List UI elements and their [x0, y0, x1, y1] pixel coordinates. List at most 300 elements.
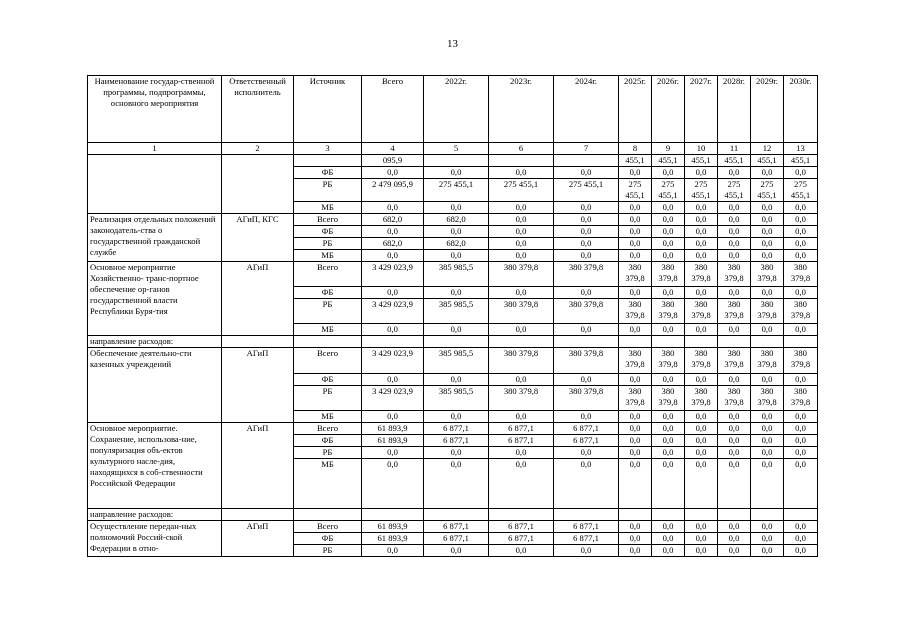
- empty-cell: [362, 336, 424, 348]
- amount-cell: 0,0: [751, 533, 784, 545]
- amount-cell: 0,0: [362, 324, 424, 336]
- column-index: 11: [718, 143, 751, 155]
- empty-cell: [294, 509, 362, 521]
- amount-cell: 0,0: [751, 447, 784, 459]
- amount-cell: 0,0: [652, 324, 685, 336]
- column-header: 2028г.: [718, 76, 751, 143]
- empty-cell: [489, 336, 554, 348]
- column-index: 6: [489, 143, 554, 155]
- column-header: Источник: [294, 76, 362, 143]
- amount-cell: 0,0: [362, 287, 424, 299]
- amount-cell: 0,0: [685, 533, 718, 545]
- amount-cell: 380 379,8: [718, 299, 751, 324]
- amount-cell: 380 379,8: [718, 348, 751, 374]
- amount-cell: 6 877,1: [489, 435, 554, 447]
- empty-cell: [751, 509, 784, 521]
- amount-cell: 682,0: [362, 238, 424, 250]
- funding-source: ФБ: [294, 374, 362, 386]
- amount-cell: 0,0: [424, 545, 489, 557]
- amount-cell: 0,0: [489, 374, 554, 386]
- column-header: 2024г.: [554, 76, 619, 143]
- amount-cell: 0,0: [685, 214, 718, 226]
- amount-cell: 6 877,1: [554, 533, 619, 545]
- amount-cell: 3 429 023,9: [362, 262, 424, 287]
- table-row: [88, 155, 818, 167]
- column-header: 2022г.: [424, 76, 489, 143]
- amount-cell: 380 379,8: [554, 386, 619, 411]
- amount-cell: 2 479 095,9: [362, 179, 424, 202]
- amount-cell: 0,0: [685, 238, 718, 250]
- executor: [222, 155, 294, 214]
- amount-cell: 0,0: [362, 447, 424, 459]
- empty-cell: [718, 509, 751, 521]
- amount-cell: 380 379,8: [685, 348, 718, 374]
- amount-cell: 380 379,8: [751, 348, 784, 374]
- direction-label: направление расходов:: [88, 509, 222, 521]
- amount-cell: 0,0: [751, 250, 784, 262]
- amount-cell: 0,0: [784, 202, 818, 214]
- amount-cell: 0,0: [619, 447, 652, 459]
- amount-cell: 380 379,8: [685, 299, 718, 324]
- page-number: 13: [447, 38, 458, 50]
- budget-table: [87, 75, 818, 557]
- amount-cell: 0,0: [784, 459, 818, 509]
- amount-cell: 0,0: [652, 238, 685, 250]
- amount-cell: 455,1: [718, 155, 751, 167]
- amount-cell: 0,0: [619, 423, 652, 435]
- amount-cell: 0,0: [718, 545, 751, 557]
- amount-cell: 0,0: [424, 324, 489, 336]
- amount-cell: 0,0: [718, 411, 751, 423]
- empty-cell: [222, 509, 294, 521]
- column-index: 4: [362, 143, 424, 155]
- amount-cell: 0,0: [718, 447, 751, 459]
- amount-cell: 0,0: [751, 521, 784, 533]
- column-header: 2023г.: [489, 76, 554, 143]
- empty-cell: [619, 336, 652, 348]
- amount-cell: 0,0: [554, 202, 619, 214]
- funding-source: МБ: [294, 250, 362, 262]
- amount-cell: 380 379,8: [784, 386, 818, 411]
- table-row: [88, 262, 818, 287]
- amount-cell: 455,1: [619, 155, 652, 167]
- amount-cell: 0,0: [718, 238, 751, 250]
- column-header: 2030г.: [784, 76, 818, 143]
- funding-source: РБ: [294, 447, 362, 459]
- amount-cell: [489, 155, 554, 167]
- amount-cell: 0,0: [489, 202, 554, 214]
- amount-cell: 0,0: [424, 287, 489, 299]
- amount-cell: 0,0: [685, 545, 718, 557]
- empty-cell: [652, 509, 685, 521]
- amount-cell: 380 379,8: [751, 262, 784, 287]
- amount-cell: 0,0: [489, 250, 554, 262]
- amount-cell: 0,0: [424, 447, 489, 459]
- amount-cell: 0,0: [784, 545, 818, 557]
- funding-source: РБ: [294, 179, 362, 202]
- amount-cell: 455,1: [784, 155, 818, 167]
- amount-cell: 380 379,8: [784, 348, 818, 374]
- amount-cell: 0,0: [685, 459, 718, 509]
- amount-cell: 0,0: [489, 214, 554, 226]
- funding-source: Всего: [294, 348, 362, 374]
- empty-cell: [362, 509, 424, 521]
- executor: АГиП: [222, 262, 294, 336]
- amount-cell: 0,0: [489, 545, 554, 557]
- amount-cell: 455,1: [652, 155, 685, 167]
- amount-cell: 0,0: [718, 533, 751, 545]
- column-index-row: [88, 143, 818, 155]
- amount-cell: 380 379,8: [489, 299, 554, 324]
- amount-cell: 682,0: [424, 238, 489, 250]
- amount-cell: 61 893,9: [362, 533, 424, 545]
- amount-cell: 0,0: [685, 435, 718, 447]
- amount-cell: 0,0: [554, 250, 619, 262]
- amount-cell: 455,1: [685, 155, 718, 167]
- amount-cell: 0,0: [652, 202, 685, 214]
- table-row: [88, 214, 818, 226]
- amount-cell: 0,0: [489, 324, 554, 336]
- amount-cell: 0,0: [751, 324, 784, 336]
- amount-cell: 380 379,8: [652, 386, 685, 411]
- amount-cell: 0,0: [489, 167, 554, 179]
- amount-cell: 61 893,9: [362, 435, 424, 447]
- amount-cell: 6 877,1: [424, 435, 489, 447]
- amount-cell: 0,0: [554, 411, 619, 423]
- amount-cell: 3 429 023,9: [362, 348, 424, 374]
- amount-cell: 3 429 023,9: [362, 299, 424, 324]
- column-index: 3: [294, 143, 362, 155]
- amount-cell: 380 379,8: [652, 299, 685, 324]
- amount-cell: 0,0: [489, 287, 554, 299]
- table-row: [88, 348, 818, 374]
- amount-cell: 0,0: [685, 447, 718, 459]
- amount-cell: 0,0: [718, 226, 751, 238]
- amount-cell: 0,0: [685, 324, 718, 336]
- executor: АГиП: [222, 521, 294, 557]
- empty-cell: [751, 336, 784, 348]
- amount-cell: 0,0: [554, 287, 619, 299]
- amount-cell: 380 379,8: [718, 262, 751, 287]
- amount-cell: 0,0: [652, 447, 685, 459]
- funding-source: ФБ: [294, 435, 362, 447]
- amount-cell: [424, 155, 489, 167]
- amount-cell: 0,0: [424, 167, 489, 179]
- amount-cell: 0,0: [619, 411, 652, 423]
- funding-source: РБ: [294, 386, 362, 411]
- program-name: [88, 155, 222, 214]
- column-header: Ответственный исполнитель: [222, 76, 294, 143]
- amount-cell: 0,0: [554, 226, 619, 238]
- amount-cell: 0,0: [652, 374, 685, 386]
- amount-cell: 0,0: [554, 545, 619, 557]
- amount-cell: 380 379,8: [554, 348, 619, 374]
- program-name: Реализация отдельных положений законодатель-ства о государственной гражданской службе: [88, 214, 222, 262]
- funding-source: Всего: [294, 214, 362, 226]
- amount-cell: 0,0: [685, 411, 718, 423]
- amount-cell: 0,0: [751, 214, 784, 226]
- amount-cell: 0,0: [619, 533, 652, 545]
- amount-cell: 0,0: [652, 545, 685, 557]
- amount-cell: 0,0: [362, 250, 424, 262]
- amount-cell: 0,0: [718, 250, 751, 262]
- amount-cell: 0,0: [619, 214, 652, 226]
- amount-cell: 0,0: [718, 459, 751, 509]
- funding-source: Всего: [294, 262, 362, 287]
- column-header: 2026г.: [652, 76, 685, 143]
- empty-cell: [294, 336, 362, 348]
- amount-cell: 6 877,1: [554, 423, 619, 435]
- amount-cell: 0,0: [554, 447, 619, 459]
- funding-source: РБ: [294, 299, 362, 324]
- amount-cell: 0,0: [718, 202, 751, 214]
- amount-cell: 0,0: [424, 374, 489, 386]
- amount-cell: 380 379,8: [718, 386, 751, 411]
- amount-cell: 0,0: [619, 459, 652, 509]
- empty-cell: [718, 336, 751, 348]
- amount-cell: 455,1: [751, 155, 784, 167]
- column-index: 12: [751, 143, 784, 155]
- amount-cell: 0,0: [685, 202, 718, 214]
- amount-cell: 275 455,1: [718, 179, 751, 202]
- amount-cell: 380 379,8: [652, 348, 685, 374]
- amount-cell: 0,0: [424, 411, 489, 423]
- amount-cell: 385 985,5: [424, 348, 489, 374]
- amount-cell: 0,0: [489, 459, 554, 509]
- amount-cell: 0,0: [718, 423, 751, 435]
- empty-cell: [424, 336, 489, 348]
- amount-cell: 275 455,1: [554, 179, 619, 202]
- amount-cell: 0,0: [652, 533, 685, 545]
- amount-cell: 0,0: [751, 435, 784, 447]
- funding-source: ФБ: [294, 226, 362, 238]
- column-header: Всего: [362, 76, 424, 143]
- amount-cell: 0,0: [751, 411, 784, 423]
- amount-cell: 6 877,1: [554, 435, 619, 447]
- amount-cell: 0,0: [685, 374, 718, 386]
- amount-cell: 385 985,5: [424, 262, 489, 287]
- amount-cell: 0,0: [619, 202, 652, 214]
- empty-cell: [554, 336, 619, 348]
- column-index: 2: [222, 143, 294, 155]
- amount-cell: 0,0: [652, 214, 685, 226]
- amount-cell: 0,0: [362, 167, 424, 179]
- amount-cell: 0,0: [362, 411, 424, 423]
- amount-cell: 0,0: [751, 167, 784, 179]
- amount-cell: 380 379,8: [652, 262, 685, 287]
- amount-cell: 6 877,1: [489, 533, 554, 545]
- amount-cell: 0,0: [652, 459, 685, 509]
- amount-cell: 0,0: [652, 167, 685, 179]
- amount-cell: 0,0: [751, 226, 784, 238]
- amount-cell: 380 379,8: [489, 386, 554, 411]
- amount-cell: 0,0: [751, 287, 784, 299]
- amount-cell: 0,0: [489, 447, 554, 459]
- amount-cell: 275 455,1: [751, 179, 784, 202]
- amount-cell: 0,0: [718, 435, 751, 447]
- empty-cell: [784, 336, 818, 348]
- executor: АГиП: [222, 348, 294, 423]
- amount-cell: 682,0: [424, 214, 489, 226]
- program-name: Основное мероприятие Хозяйственно- транс-портное обеспечение ор-ганов государственной власти Республики Буря-тия: [88, 262, 222, 336]
- amount-cell: 0,0: [652, 226, 685, 238]
- empty-cell: [424, 509, 489, 521]
- funding-source: ФБ: [294, 287, 362, 299]
- amount-cell: 380 379,8: [784, 262, 818, 287]
- amount-cell: 0,0: [784, 214, 818, 226]
- column-index: 7: [554, 143, 619, 155]
- amount-cell: 0,0: [619, 435, 652, 447]
- amount-cell: 0,0: [362, 202, 424, 214]
- executor: АГиП, КГС: [222, 214, 294, 262]
- amount-cell: 0,0: [424, 226, 489, 238]
- amount-cell: 380 379,8: [751, 299, 784, 324]
- funding-source: РБ: [294, 238, 362, 250]
- funding-source: Всего: [294, 521, 362, 533]
- empty-cell: [685, 509, 718, 521]
- amount-cell: 380 379,8: [554, 299, 619, 324]
- amount-cell: 380 379,8: [751, 386, 784, 411]
- amount-cell: 275 455,1: [784, 179, 818, 202]
- funding-source: МБ: [294, 411, 362, 423]
- amount-cell: 0,0: [751, 202, 784, 214]
- amount-cell: 0,0: [554, 167, 619, 179]
- amount-cell: 0,0: [619, 287, 652, 299]
- amount-cell: 0,0: [751, 238, 784, 250]
- amount-cell: 0,0: [784, 533, 818, 545]
- amount-cell: 0,0: [685, 226, 718, 238]
- amount-cell: 682,0: [362, 214, 424, 226]
- amount-cell: 0,0: [362, 374, 424, 386]
- amount-cell: 0,0: [784, 423, 818, 435]
- amount-cell: 0,0: [718, 287, 751, 299]
- table-row: [88, 423, 818, 435]
- funding-source: Всего: [294, 423, 362, 435]
- amount-cell: 0,0: [718, 324, 751, 336]
- column-header: 2027г.: [685, 76, 718, 143]
- amount-cell: 61 893,9: [362, 521, 424, 533]
- amount-cell: 0,0: [424, 202, 489, 214]
- amount-cell: 0,0: [489, 226, 554, 238]
- amount-cell: 0,0: [489, 411, 554, 423]
- funding-source: ФБ: [294, 167, 362, 179]
- amount-cell: 0,0: [424, 250, 489, 262]
- table-row: [88, 521, 818, 533]
- amount-cell: 380 379,8: [685, 386, 718, 411]
- amount-cell: 380 379,8: [619, 262, 652, 287]
- amount-cell: 0,0: [554, 459, 619, 509]
- column-index: 8: [619, 143, 652, 155]
- amount-cell: 0,0: [619, 374, 652, 386]
- direction-row: [88, 509, 818, 521]
- amount-cell: 380 379,8: [489, 262, 554, 287]
- amount-cell: 380 379,8: [554, 262, 619, 287]
- amount-cell: 6 877,1: [424, 533, 489, 545]
- amount-cell: 0,0: [652, 423, 685, 435]
- amount-cell: 61 893,9: [362, 423, 424, 435]
- amount-cell: 0,0: [685, 423, 718, 435]
- amount-cell: 0,0: [489, 238, 554, 250]
- amount-cell: 3 429 023,9: [362, 386, 424, 411]
- amount-cell: 0,0: [784, 287, 818, 299]
- amount-cell: 0,0: [784, 250, 818, 262]
- amount-cell: 0,0: [784, 167, 818, 179]
- amount-cell: 0,0: [619, 167, 652, 179]
- amount-cell: 0,0: [751, 545, 784, 557]
- amount-cell: 0,0: [784, 435, 818, 447]
- amount-cell: 6 877,1: [489, 521, 554, 533]
- amount-cell: 0,0: [619, 238, 652, 250]
- funding-source: МБ: [294, 324, 362, 336]
- funding-source: [294, 155, 362, 167]
- amount-cell: 0,0: [784, 374, 818, 386]
- column-index: 5: [424, 143, 489, 155]
- amount-cell: 0,0: [554, 214, 619, 226]
- amount-cell: 0,0: [685, 167, 718, 179]
- amount-cell: 380 379,8: [784, 299, 818, 324]
- amount-cell: 275 455,1: [619, 179, 652, 202]
- amount-cell: 0,0: [652, 435, 685, 447]
- amount-cell: 380 379,8: [619, 299, 652, 324]
- amount-cell: 0,0: [751, 374, 784, 386]
- amount-cell: 0,0: [784, 226, 818, 238]
- amount-cell: 0,0: [424, 459, 489, 509]
- empty-cell: [619, 509, 652, 521]
- amount-cell: 0,0: [718, 374, 751, 386]
- amount-cell: 6 877,1: [424, 521, 489, 533]
- direction-label: направление расходов:: [88, 336, 222, 348]
- amount-cell: 385 985,5: [424, 299, 489, 324]
- funding-source: РБ: [294, 545, 362, 557]
- amount-cell: 275 455,1: [489, 179, 554, 202]
- program-name: Осуществление передан-ных полномочий Россий-ской Федерации в отно-: [88, 521, 222, 557]
- executor: АГиП: [222, 423, 294, 509]
- amount-cell: 0,0: [619, 250, 652, 262]
- empty-cell: [685, 336, 718, 348]
- amount-cell: 0,0: [685, 250, 718, 262]
- amount-cell: 0,0: [685, 287, 718, 299]
- amount-cell: 0,0: [362, 459, 424, 509]
- column-header: Наименование государ-ственной программы, подпрограммы, основного мероприятия: [88, 76, 222, 143]
- funding-source: МБ: [294, 202, 362, 214]
- amount-cell: 275 455,1: [685, 179, 718, 202]
- program-name: Основное мероприятие. Сохранение, использова-ние, популяризация объ-ектов культурного насле-дия, находящихся в соб-ственности Российской Федерации: [88, 423, 222, 509]
- column-header: 2025г.: [619, 76, 652, 143]
- amount-cell: 0,0: [718, 214, 751, 226]
- amount-cell: 0,0: [619, 324, 652, 336]
- amount-cell: 0,0: [784, 411, 818, 423]
- amount-cell: 0,0: [554, 238, 619, 250]
- amount-cell: 0,0: [652, 411, 685, 423]
- amount-cell: 0,0: [362, 545, 424, 557]
- empty-cell: [222, 336, 294, 348]
- amount-cell: 0,0: [619, 521, 652, 533]
- column-index: 9: [652, 143, 685, 155]
- amount-cell: 6 877,1: [489, 423, 554, 435]
- amount-cell: 0,0: [652, 287, 685, 299]
- column-index: 13: [784, 143, 818, 155]
- amount-cell: 0,0: [362, 226, 424, 238]
- amount-cell: 0,0: [784, 238, 818, 250]
- amount-cell: 380 379,8: [685, 262, 718, 287]
- amount-cell: 0,0: [751, 423, 784, 435]
- amount-cell: 0,0: [619, 545, 652, 557]
- column-index: 1: [88, 143, 222, 155]
- amount-cell: 0,0: [718, 521, 751, 533]
- amount-cell: 275 455,1: [652, 179, 685, 202]
- amount-cell: 380 379,8: [619, 386, 652, 411]
- funding-source: МБ: [294, 459, 362, 509]
